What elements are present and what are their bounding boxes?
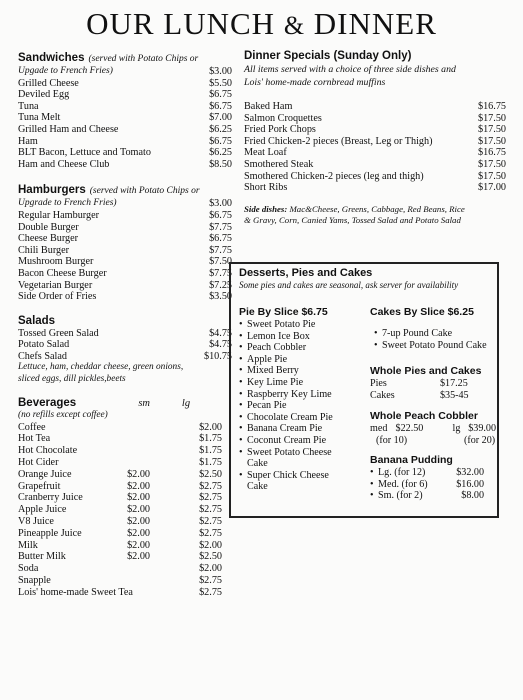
cakes-column [370, 306, 496, 502]
salads-section [18, 315, 232, 386]
beverage-name: Hot Chocolate [18, 445, 78, 457]
beverage-name: Hot Tea [18, 433, 51, 445]
burger-item-chili-burger [18, 245, 232, 257]
sandwich-item-blt-bacon-lettuce-and-tomato [18, 147, 232, 159]
beverage-sm-price [114, 457, 150, 469]
hamburgers-heading: Hamburgers [18, 184, 86, 197]
beverage-name: Grapefruit [18, 480, 61, 492]
beverage-name: Hot Cider [18, 457, 59, 469]
salad-item-name: Potato Salad [18, 339, 70, 351]
dinner-item-name: Smothered Chicken-2 pieces (leg and thigh) [244, 170, 424, 182]
burger-item-name: Mushroom Burger [18, 256, 94, 268]
beverage-item-hot-tea [18, 433, 232, 445]
beverage-sm-price: $2.00 [127, 480, 150, 492]
beverage-item-grapefruit [18, 481, 232, 493]
desserts-heading: Desserts, Pies and Cakes [239, 267, 373, 279]
cobbler-servings [370, 435, 496, 447]
salad-item-tossed-green-salad [18, 328, 232, 340]
burger-item-vegetarian-burger [18, 280, 232, 292]
pie-list [239, 319, 371, 447]
beverage-lg-price: $2.00 [199, 563, 222, 575]
sandwich-item-name: Grilled Cheese [18, 77, 79, 89]
cake-item-sweet-potato-pound-cake: • Sweet Potato Pound Cake [374, 340, 496, 352]
salad-item-price: $10.75 [203, 350, 232, 362]
whole-item-cakes: Cakes $35-45 [370, 389, 469, 401]
sandwich-item-price: $6.75 [209, 135, 232, 147]
sandwich-item-price: $7.00 [209, 112, 232, 124]
beverage-lg-price: $2.75 [199, 586, 222, 598]
beverage-item-hot-cider [18, 457, 232, 469]
sandwich-item-name: BLT Bacon, Lettuce and Tomato [18, 147, 151, 159]
sandwiches-upgrade-price: $3.00 [209, 66, 232, 77]
cake-list [370, 328, 496, 351]
sandwiches-heading: Sandwiches [18, 52, 85, 64]
dinner-item-price: $16.75 [477, 147, 506, 159]
beverage-sm-price: $2.00 [127, 492, 150, 504]
dinner-item-meat-loaf [244, 147, 506, 159]
side-dishes [244, 204, 506, 215]
beverage-item-orange-juice [18, 469, 232, 481]
beverages-lg-header: lg [181, 398, 191, 410]
cobbler-lg-for: (for 20) [464, 434, 496, 446]
dinner-item-name: Short Ribs [244, 182, 288, 194]
sandwiches-section [18, 50, 232, 170]
chefs-salad-note-2: sliced eggs, dill pickles,beets [18, 373, 126, 384]
sandwich-item-grilled-cheese [18, 78, 232, 90]
beverage-sm-price [114, 433, 150, 445]
burger-item-price: $6.75 [209, 233, 232, 245]
pie-item-lemon-ice-box: • Lemon Ice Box [239, 331, 371, 343]
burger-item-price: $7.50 [209, 256, 232, 268]
beverage-sm-price: $2.00 [127, 527, 150, 539]
dinner-heading: Dinner Specials (Sunday Only) [244, 50, 412, 62]
dinner-note-2: Lois' home-made cornbread muffins [244, 77, 386, 88]
sandwich-item-name: Deviled Egg [18, 89, 70, 101]
dinner-item-price: $17.50 [477, 170, 506, 182]
sandwich-item-name: Tuna [18, 100, 39, 112]
beverage-lg-price: $2.75 [199, 504, 222, 516]
salads-heading: Salads [18, 314, 56, 327]
beverage-item-cranberry-juice [18, 492, 232, 504]
cobbler-med-price: $22.50 [395, 423, 424, 435]
beverage-lg-price: $2.75 [199, 527, 222, 539]
cobbler-med-label: med [370, 423, 388, 435]
beverages-section [18, 397, 232, 598]
beverage-lg-price: $1.75 [199, 433, 222, 445]
dinner-item-price: $17.50 [477, 135, 506, 147]
beverage-item-milk [18, 540, 232, 552]
dinner-item-fried-chicken-2-pieces-breast-leg-or-thigh [244, 136, 506, 148]
pie-item-raspberry-key-lime: • Raspberry Key Lime [239, 389, 371, 401]
hamburgers-upgrade-price: $3.00 [209, 198, 232, 210]
burger-item-regular-hamburger [18, 210, 232, 222]
sandwich-item-name: Tuna Melt [18, 112, 61, 124]
cake-heading: Cakes By Slice $6.25 [370, 306, 474, 318]
dinner-item-smothered-steak [244, 159, 506, 171]
title-amp: & [283, 11, 306, 40]
sandwich-item-name: Grilled Ham and Cheese [18, 123, 119, 135]
salad-item-name: Tossed Green Salad [18, 327, 99, 339]
pudding-list [370, 467, 496, 502]
beverage-lg-price: $1.75 [199, 457, 222, 469]
beverage-name: V8 Juice [18, 516, 54, 528]
beverage-name: Cranberry Juice [18, 492, 83, 504]
dinner-item-name: Smothered Steak [244, 158, 314, 170]
beverage-sm-price: $2.00 [127, 468, 150, 480]
beverage-sm-price [114, 422, 150, 434]
beverage-name: Butter Milk [18, 551, 66, 563]
sandwich-item-price: $6.25 [209, 123, 232, 135]
pudding-heading: Banana Pudding [370, 454, 453, 467]
beverage-item-butter-milk [18, 551, 232, 563]
dinner-item-name: Meat Loaf [244, 147, 287, 159]
sandwich-item-price: $6.25 [209, 147, 232, 159]
beverage-sm-price [114, 587, 150, 599]
salad-item-name: Chefs Salad [18, 350, 67, 362]
dinner-item-baked-ham [244, 101, 506, 113]
pie-item-sweet-potato-cheese-cake: • Sweet Potato Cheese Cake [239, 447, 371, 470]
pie-item-pecan-pie: • Pecan Pie [239, 400, 371, 412]
menu-title [0, 6, 523, 42]
burger-item-price: $7.75 [209, 221, 232, 233]
hamburgers-note: (served with Potato Chips or [89, 186, 200, 197]
sandwich-item-ham [18, 136, 232, 148]
pie-item-sweet-potato-pie: • Sweet Potato Pie [239, 319, 371, 331]
right-column [244, 50, 506, 226]
beverage-lg-price: $2.50 [199, 551, 222, 563]
sandwich-item-name: Ham and Cheese Club [18, 158, 110, 170]
sandwich-list [18, 78, 232, 171]
cobbler-lg-label: lg [452, 423, 461, 435]
beverage-name: Milk [18, 539, 38, 551]
beverage-lg-price: $2.00 [199, 539, 222, 551]
beverage-lg-price: $2.75 [199, 516, 222, 528]
pie-item-super-chick-cheese-cake: • Super Chick Cheese Cake [239, 470, 371, 493]
burger-list [18, 210, 232, 303]
sandwich-item-ham-and-cheese-club [18, 159, 232, 171]
title-part1: OUR LUNCH [86, 6, 276, 41]
pie-item-apple-pie: • Apple Pie [239, 354, 371, 366]
burger-item-mushroom-burger [18, 256, 232, 268]
pie-item-key-lime-pie: • Key Lime Pie [239, 377, 371, 389]
dinner-item-short-ribs [244, 182, 506, 194]
hamburgers-section [18, 182, 232, 302]
beverage-lg-price: $2.75 [199, 492, 222, 504]
pie-heading: Pie By Slice $6.75 [239, 306, 328, 318]
beverage-sm-price [114, 575, 150, 587]
burger-item-price: $7.75 [209, 244, 232, 256]
burger-item-name: Regular Hamburger [18, 209, 100, 221]
sandwiches-note-2: Upgade to French Fries) [18, 66, 113, 76]
burger-item-double-burger [18, 222, 232, 234]
pudding-item-lg-for-12: • Lg. (for 12) $32.00 [370, 467, 484, 479]
salad-item-price: $4.75 [209, 327, 232, 339]
salad-list [18, 328, 232, 363]
cobbler-med-for: (for 10) [376, 434, 408, 446]
sandwich-item-price: $8.50 [209, 158, 232, 170]
burger-item-price: $3.50 [209, 291, 232, 303]
beverage-sm-price [114, 445, 150, 457]
beverage-item-hot-chocolate [18, 445, 232, 457]
burger-item-bacon-cheese-burger [18, 268, 232, 280]
burger-item-name: Side Order of Fries [18, 291, 97, 303]
beverage-lg-price: $1.75 [199, 445, 222, 457]
dinner-item-price: $17.50 [477, 124, 506, 136]
salad-item-potato-salad [18, 339, 232, 351]
beverage-sm-price: $2.00 [127, 516, 150, 528]
left-column [18, 50, 232, 599]
beverage-sm-price [114, 563, 150, 575]
cobbler-prices [370, 423, 496, 435]
dinner-list [244, 101, 506, 194]
burger-item-price: $6.75 [209, 209, 232, 221]
beverages-heading: Beverages [18, 397, 77, 410]
beverage-name: Apple Juice [18, 504, 67, 516]
dinner-note: All items served with a choice of three side dishes and [244, 64, 456, 75]
hamburgers-note-2: Upgrade to French Fries) [18, 198, 117, 209]
dinner-item-name: Fried Chicken-2 pieces (Breast, Leg or Thigh) [244, 135, 433, 147]
dinner-item-fried-pork-chops [244, 124, 506, 136]
beverage-list [18, 422, 232, 599]
pudding-item-med-for-6: • Med. (for 6) $16.00 [370, 478, 484, 490]
dinner-item-price: $17.50 [477, 158, 506, 170]
beverages-note: (no refills except coffee) [18, 410, 108, 421]
beverage-sm-price: $2.00 [127, 504, 150, 516]
beverage-item-v8-juice [18, 516, 232, 528]
cobbler-lg-price: $39.00 [468, 423, 496, 435]
burger-item-name: Bacon Cheese Burger [18, 267, 107, 279]
burger-item-price: $7.25 [209, 279, 232, 291]
pie-by-slice [239, 306, 371, 493]
beverages-sm-header: sm [138, 398, 150, 410]
beverage-name: Snapple [18, 575, 51, 587]
dinner-item-smothered-chicken-2-pieces-leg-and-thigh [244, 171, 506, 183]
beverage-item-coffee [18, 422, 232, 434]
dinner-item-name: Salmon Croquettes [244, 112, 322, 124]
beverage-sm-price: $2.00 [127, 539, 150, 551]
sandwich-item-name: Ham [18, 135, 38, 147]
beverage-item-apple-juice [18, 504, 232, 516]
beverage-item-lois-home-made-sweet-tea [18, 587, 232, 599]
cobbler-heading: Whole Peach Cobbler [370, 410, 478, 423]
sandwich-item-tuna [18, 101, 232, 113]
dinner-item-price: $16.75 [477, 101, 506, 112]
chefs-salad-note: Lettuce, ham, cheddar cheese, green onions, [18, 362, 184, 373]
whole-heading: Whole Pies and Cakes [370, 365, 482, 378]
burger-item-cheese-burger [18, 233, 232, 245]
dinner-item-price: $17.50 [477, 112, 506, 124]
pudding-item-sm-for-2: • Sm. (for 2) $8.00 [370, 490, 484, 502]
sandwich-item-deviled-egg [18, 89, 232, 101]
beverage-name: Coffee [18, 421, 46, 433]
beverage-lg-price: $2.75 [199, 480, 222, 492]
dinner-item-name: Fried Pork Chops [244, 124, 316, 136]
pie-item-peach-cobbler: • Peach Cobbler [239, 342, 371, 354]
burger-item-name: Double Burger [18, 221, 79, 233]
beverage-lg-price: $2.00 [199, 421, 222, 433]
beverage-item-soda [18, 563, 232, 575]
sandwich-item-price: $6.75 [209, 89, 232, 101]
side-dishes-list: Mac&Cheese, Greens, Cabbage, Red Beans, Rice [289, 203, 465, 214]
sandwich-item-price: $6.75 [209, 100, 232, 112]
salad-item-price: $4.75 [209, 339, 232, 351]
beverage-lg-price: $2.50 [199, 468, 222, 480]
whole-list [370, 378, 496, 401]
sandwiches-note: (served with Potato Chips or [88, 54, 199, 64]
sandwich-item-price: $5.50 [209, 77, 232, 89]
beverage-name: Pineapple Juice [18, 527, 82, 539]
beverage-item-snapple [18, 575, 232, 587]
whole-item-pies: Pies $17.25 [370, 378, 468, 390]
beverage-name: Orange Juice [18, 468, 72, 480]
beverage-lg-price: $2.75 [199, 575, 222, 587]
burger-item-name: Chili Burger [18, 244, 70, 256]
dinner-item-price: $17.00 [477, 182, 506, 194]
pie-item-banana-cream-pie: • Banana Cream Pie [239, 423, 371, 435]
desserts-note: Some pies and cakes are seasonal, ask server for availability [239, 280, 459, 290]
pie-item-coconut-cream-pie: • Coconut Cream Pie [239, 435, 371, 447]
beverage-name: Soda [18, 563, 39, 575]
beverage-item-pineapple-juice [18, 528, 232, 540]
beverage-name: Lois' home-made Sweet Tea [18, 586, 133, 598]
side-dishes-list-2: & Gravy, Corn, Canied Yams, Tossed Salad and Potato Salad [244, 214, 461, 225]
burger-item-price: $7.75 [209, 267, 232, 279]
sandwich-item-grilled-ham-and-cheese [18, 124, 232, 136]
title-part2: DINNER [313, 6, 437, 41]
salad-item-chefs-salad [18, 351, 232, 363]
sandwich-item-tuna-melt [18, 112, 232, 124]
pie-item-chocolate-cream-pie: • Chocolate Cream Pie [239, 412, 371, 424]
dinner-item-name: Baked Ham [244, 101, 293, 112]
cake-item-7-up-pound-cake: • 7-up Pound Cake [374, 328, 496, 340]
burger-item-name: Vegetarian Burger [18, 279, 93, 291]
dinner-item-salmon-croquettes [244, 113, 506, 125]
beverage-sm-price: $2.00 [127, 551, 150, 563]
burger-item-name: Cheese Burger [18, 233, 79, 245]
pie-item-mixed-berry: • Mixed Berry [239, 365, 371, 377]
burger-item-side-order-of-fries [18, 291, 232, 303]
side-dishes-label: Side dishes: [244, 203, 288, 214]
desserts-box [229, 262, 499, 518]
